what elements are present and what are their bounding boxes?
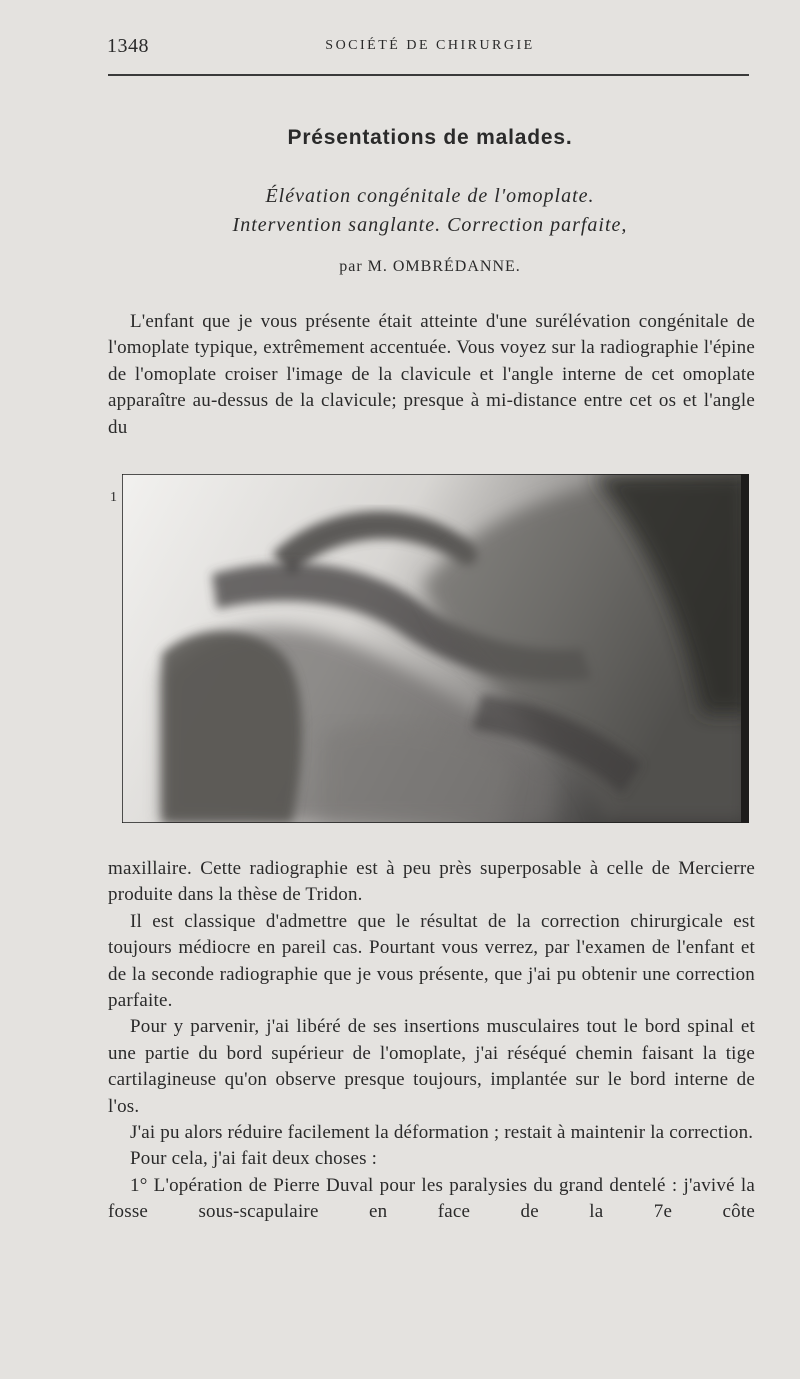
article-title-line2: Intervention sanglante. Correction parfaite, (232, 214, 628, 236)
paragraph-3: Pour y parvenir, j'ai libéré de ses insertions musculaires tout le bord spinal et une partie du bord supérieur de l'omoplate, j'ai réséqué chemin faisant la tige cartilagineuse qu'on observe presque toujours, implantée sur le bord interne de l'os. (108, 1016, 755, 1117)
paragraph-1-continued: maxillaire. Cette radiographie est à peu près superposable à celle de Mercierre produite dans la thèse de Tridon. (108, 858, 755, 906)
article-title-line1: Élévation congénitale de l'omoplate. (265, 185, 595, 207)
running-head: SOCIÉTÉ DE CHIRURGIE (325, 38, 535, 53)
paragraph-6: 1° L'opération de Pierre Duval pour les paralysies du grand dentelé : j'avivé la fosse sous-scapulaire en face de la 7e côte (108, 1174, 755, 1223)
radiograph-figure (122, 474, 749, 823)
radiograph-image (122, 474, 749, 823)
article-author: par M. OMBRÉDANNE. (339, 258, 521, 275)
paragraph-5: Pour cela, j'ai fait deux choses : (130, 1148, 378, 1170)
body-text-top (108, 309, 755, 441)
body-text-bottom (108, 856, 755, 1226)
paragraph-2: Il est classique d'admettre que le résultat de la correction chirurgicale est toujours médiocre en pareil cas. Pourtant vous verrez, par l'examen de l'enfant et de la seconde radiographie que je vous présente, que j'ai pu obtenir une correction parfaite. (108, 910, 755, 1012)
page-number: 1348 (107, 35, 149, 57)
paragraph-4: J'ai pu alors réduire facilement la déformation ; restait à maintenir la correction. (130, 1122, 754, 1144)
paragraph-1: L'enfant que je vous présente était atteinte d'une surélévation congénitale de l'omoplate typique, extrêmement accentuée. Vous voyez sur la radiographie l'épine de l'omoplate croiser l'image de la clavicule et l'angle interne de cet omoplate apparaître au-dessus de la clavicule; presque à mi-distance entre cet os et l'angle du (108, 311, 755, 438)
header-rule (108, 74, 749, 76)
section-title: Présentations de malades. (287, 126, 573, 149)
figure-marker: 1 (110, 490, 117, 505)
